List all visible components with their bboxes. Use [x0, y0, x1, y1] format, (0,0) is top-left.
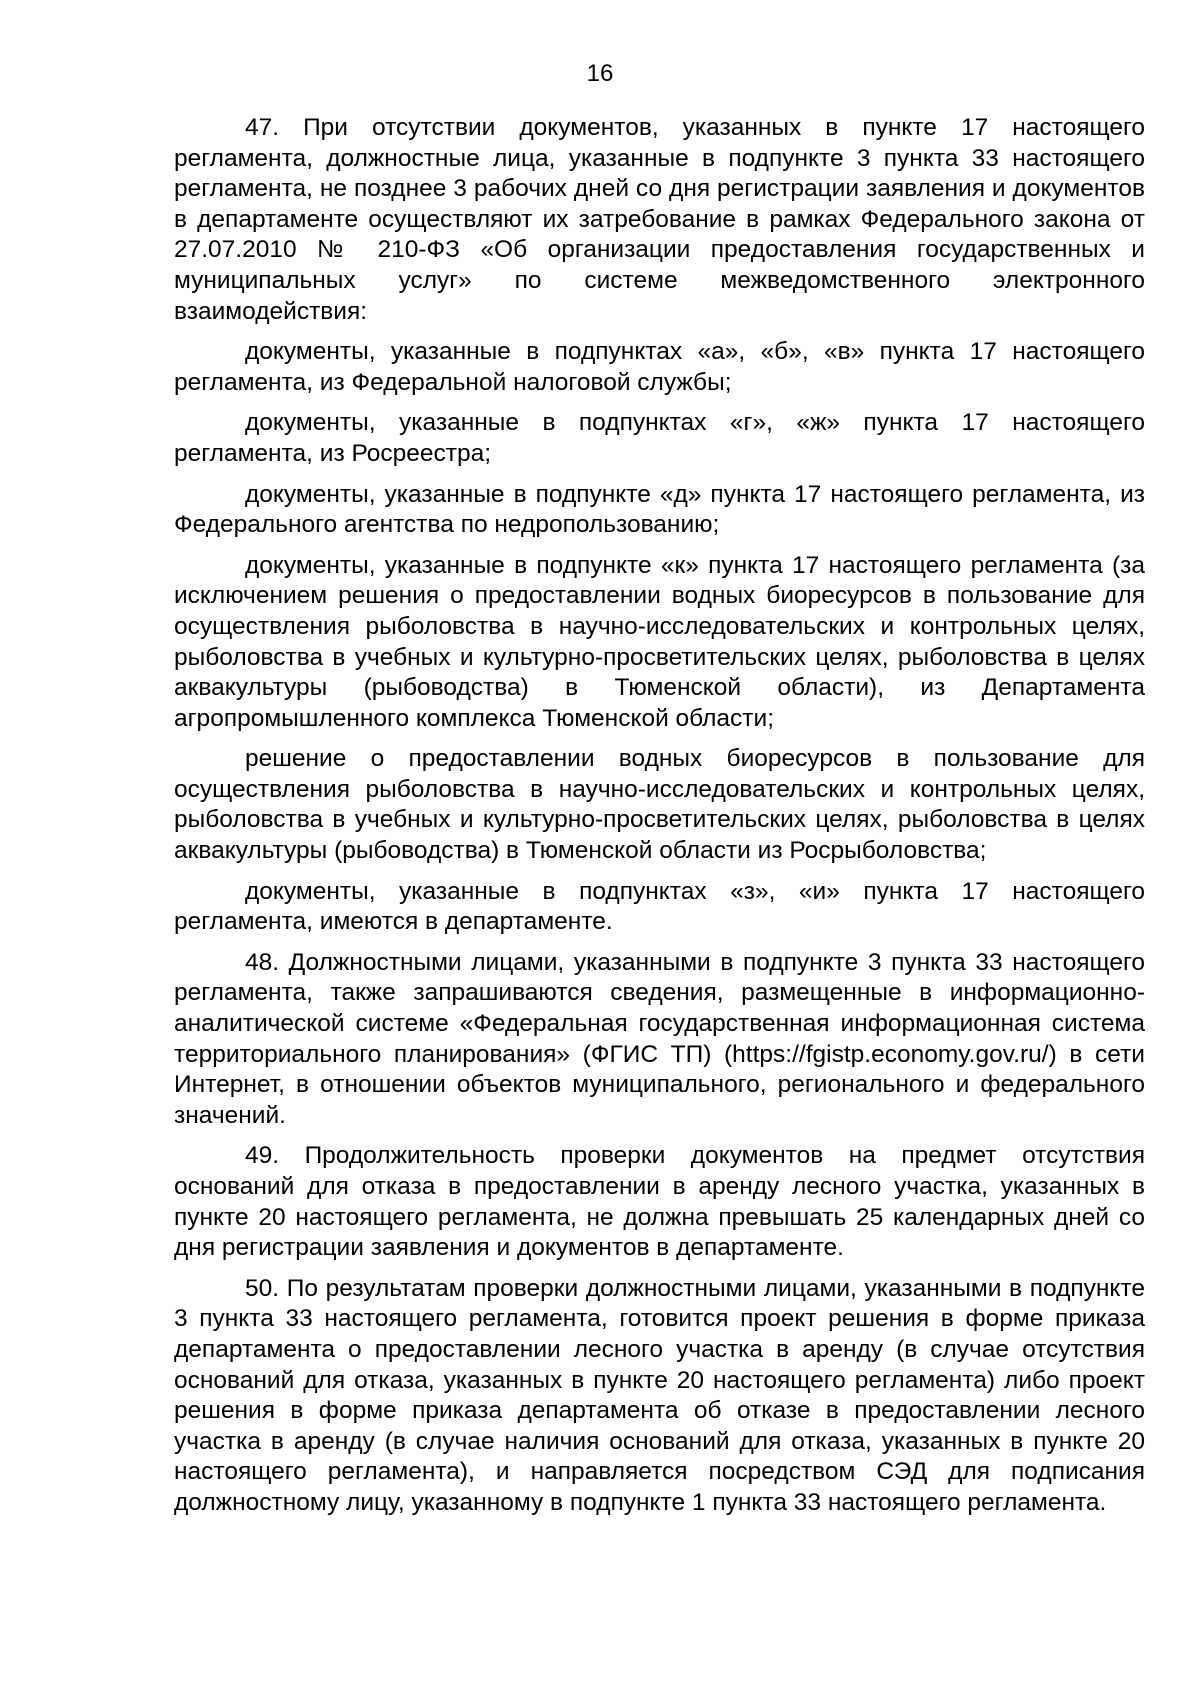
list-item-fns: документы, указанные в подпунктах «а», «б», «в» пункта 17 настоящего регламента, из Федеральной налоговой службы; — [174, 338, 1145, 396]
list-item-department: документы, указанные в подпунктах «з», «и» пункта 17 настоящего регламента, имеются в департаменте. — [174, 877, 1145, 936]
list-item-rosnedra: документы, указанные в подпункте «д» пункта 17 настоящего регламента, из Федерального агентства по недропользованию; — [174, 480, 1145, 539]
paragraph-49: 49. Продолжительность проверки документов на предмет отсутствия оснований для отказа в предоставлении в аренду лесного участка, указанных в пункте 20 настоящего регламента, не должна превышать 25 календарных дней со дня регистрации заявления и документов в департаменте. — [174, 1142, 1145, 1262]
list-item-agro-department: документы, указанные в подпункте «к» пункта 17 настоящего регламента (за исключением решения о предоставлении водных биоресурсов в пользование для осуществления рыболовства в научно-исследовательских и контрольных целях, рыболовства в учебных и культурно-просветительских целях, рыболовства в целях аквакультуры (рыбоводства) в Тюменской области), из Департамента агропромышленного комплекса Тюменской области; — [174, 551, 1145, 732]
paragraph-48: 48. Должностными лицами, указанными в подпункте 3 пункта 33 настоящего регламента, также запрашиваются сведения, размещенные в информационно-аналитической системе «Федеральная государственная информационная система территориального планирования» (ФГИС ТП) (https://fgistp.economy.gov.ru/) в сети Интернет, в отношении объектов муниципального, регионального и федерального значений. — [174, 948, 1145, 1129]
list-item-rosreestr: документы, указанные в подпунктах «г», «ж» пункта 17 настоящего регламента, из Росреестра; — [174, 409, 1145, 467]
page-number: 16 — [586, 60, 614, 87]
paragraph-50: 50. По результатам проверки должностными лицами, указанными в подпункте 3 пункта 33 настоящего регламента, готовится проект решения в форме приказа департамента о предоставлении лесного участка в аренду (в случае отсутствия оснований для отказа, указанных в пункте 20 настоящего регламента) либо проект решения в форме приказа департамента об отказе в предоставлении лесного участка в аренду (в случае наличия оснований для отказа, указанных в пункте 20 настоящего регламента), и направляется посредством СЭД для подписания должностному лицу, указанному в подпункте 1 пункта 33 настоящего регламента. — [174, 1274, 1145, 1516]
paragraph-47: 47. При отсутствии документов, указанных в пункте 17 настоящего регламента, должностные лица, указанные в подпункте 3 пункта 33 настоящего регламента, не позднее 3 рабочих дней со дня регистрации заявления и документов в департаменте осуществляют их затребование в рамках Федерального закона от 27.07.2010 № 210-ФЗ «Об организации предоставления государственных и муниципальных услуг» по системе межведомственного электронного взаимодействия: — [174, 114, 1145, 325]
document-body — [174, 113, 1145, 1529]
list-item-rosrybolovstvo: решение о предоставлении водных биоресурсов в пользование для осуществления рыболовства в научно-исследовательских и контрольных целях, рыболовства в учебных и культурно-просветительских целях, рыболовства в целях аквакультуры (рыбоводства) в Тюменской области из Росрыболовства; — [174, 745, 1145, 865]
